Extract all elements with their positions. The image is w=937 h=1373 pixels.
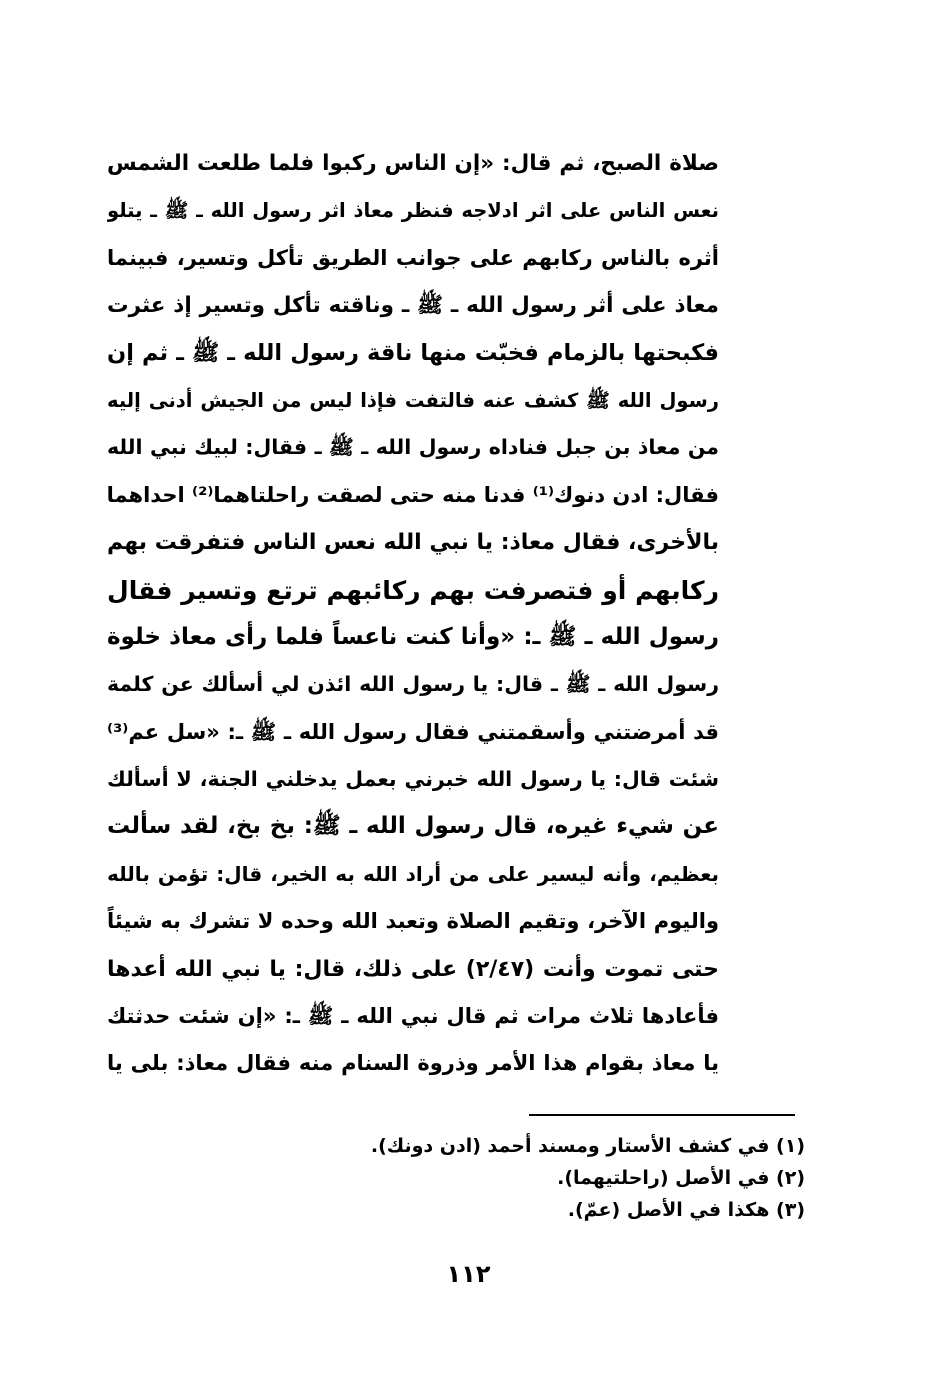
text-line: ركابهم أو فتصرفت بهم ركائبهم ترتع وتسير فقال [107,575,719,605]
text-line: بالأخرى، فقال معاذ: يا نبي الله نعس الناس فتفرقت بهم [107,530,719,556]
footnote: (٣) هكذا في الأصل (عمّ). [567,1199,805,1221]
text-line: يا معاذ بقوام هذا الأمر وذروة السنام منه فقال معاذ: بلى يا [107,1051,719,1076]
text-line: من معاذ بن جبل فناداه رسول الله ـ ﷺ ـ فقال: لبيك نبي الله [107,435,719,460]
text-line: رسول الله ـ ﷺ ـ: «وأنا كنت ناعساً فلما رأى معاذ خلوة [107,623,719,650]
text-line: رسول الله ﷺ كشف عنه فالتفت فإذا ليس من الجيش أدنى إليه [107,388,719,412]
text-line: نعس الناس على اثر ادلاجه فنظر معاذ اثر رسول الله ـ ﷺ ـ يتلو [107,199,719,223]
text-line: واليوم الآخر، وتقيم الصلاة وتعبد الله وحده لا تشرك به شيئاً [107,909,719,934]
text-line: قد أمرضتني وأسقمتني فقال رسول الله ـ ﷺ ـ: «سل عم⁽³⁾ [107,719,719,744]
footnote-divider [529,1114,795,1116]
text-line: فأعادها ثلاث مرات ثم قال نبي الله ـ ﷺ ـ: «إن شئت حدثتك [107,1004,719,1029]
text-line: أثره بالناس ركابهم على جوانب الطريق تأكل وتسير، فبينما [107,245,719,270]
text-line: فكبحتها بالزمام فخبّت منها ناقة رسول الله ـ ﷺ ـ ثم إن [107,339,719,366]
main-text [107,140,719,1088]
footnotes [285,1130,805,1226]
text-line: شئت قال: يا رسول الله خبرني بعمل يدخلني الجنة، لا أسألك [107,767,719,792]
text-line: صلاة الصبح، ثم قال: «إن الناس ركبوا فلما طلعت الشمس [107,151,719,176]
text-line: حتى تموت وأنت (٢/٤٧) على ذلك، قال: يا نبي الله أعدها [107,956,719,982]
text-line: رسول الله ـ ﷺ ـ قال: يا رسول الله ائذن لي أسألك عن كلمة [107,672,719,697]
footnote: (١) في كشف الأستار ومسند أحمد (ادن دونك). [370,1135,805,1157]
text-line: فقال: ادن دنوك⁽¹⁾ فدنا منه حتى لصقت راحلتاهما⁽²⁾ احداهما [107,482,719,507]
text-line: بعظيم، وأنه ليسير على من أراد الله به الخير، قال: تؤمن بالله [107,861,719,886]
text-line: عن شيء غيره، قال رسول الله ـ ﷺ: بخ بخ، لقد سألت [107,813,719,840]
text-line: معاذ على أثر رسول الله ـ ﷺ ـ وناقته تأكل وتسير إذ عثرت [107,293,719,319]
footnote: (٢) في الأصل (راحلتيهما). [557,1167,805,1189]
page-number: ١١٢ [446,1260,491,1288]
